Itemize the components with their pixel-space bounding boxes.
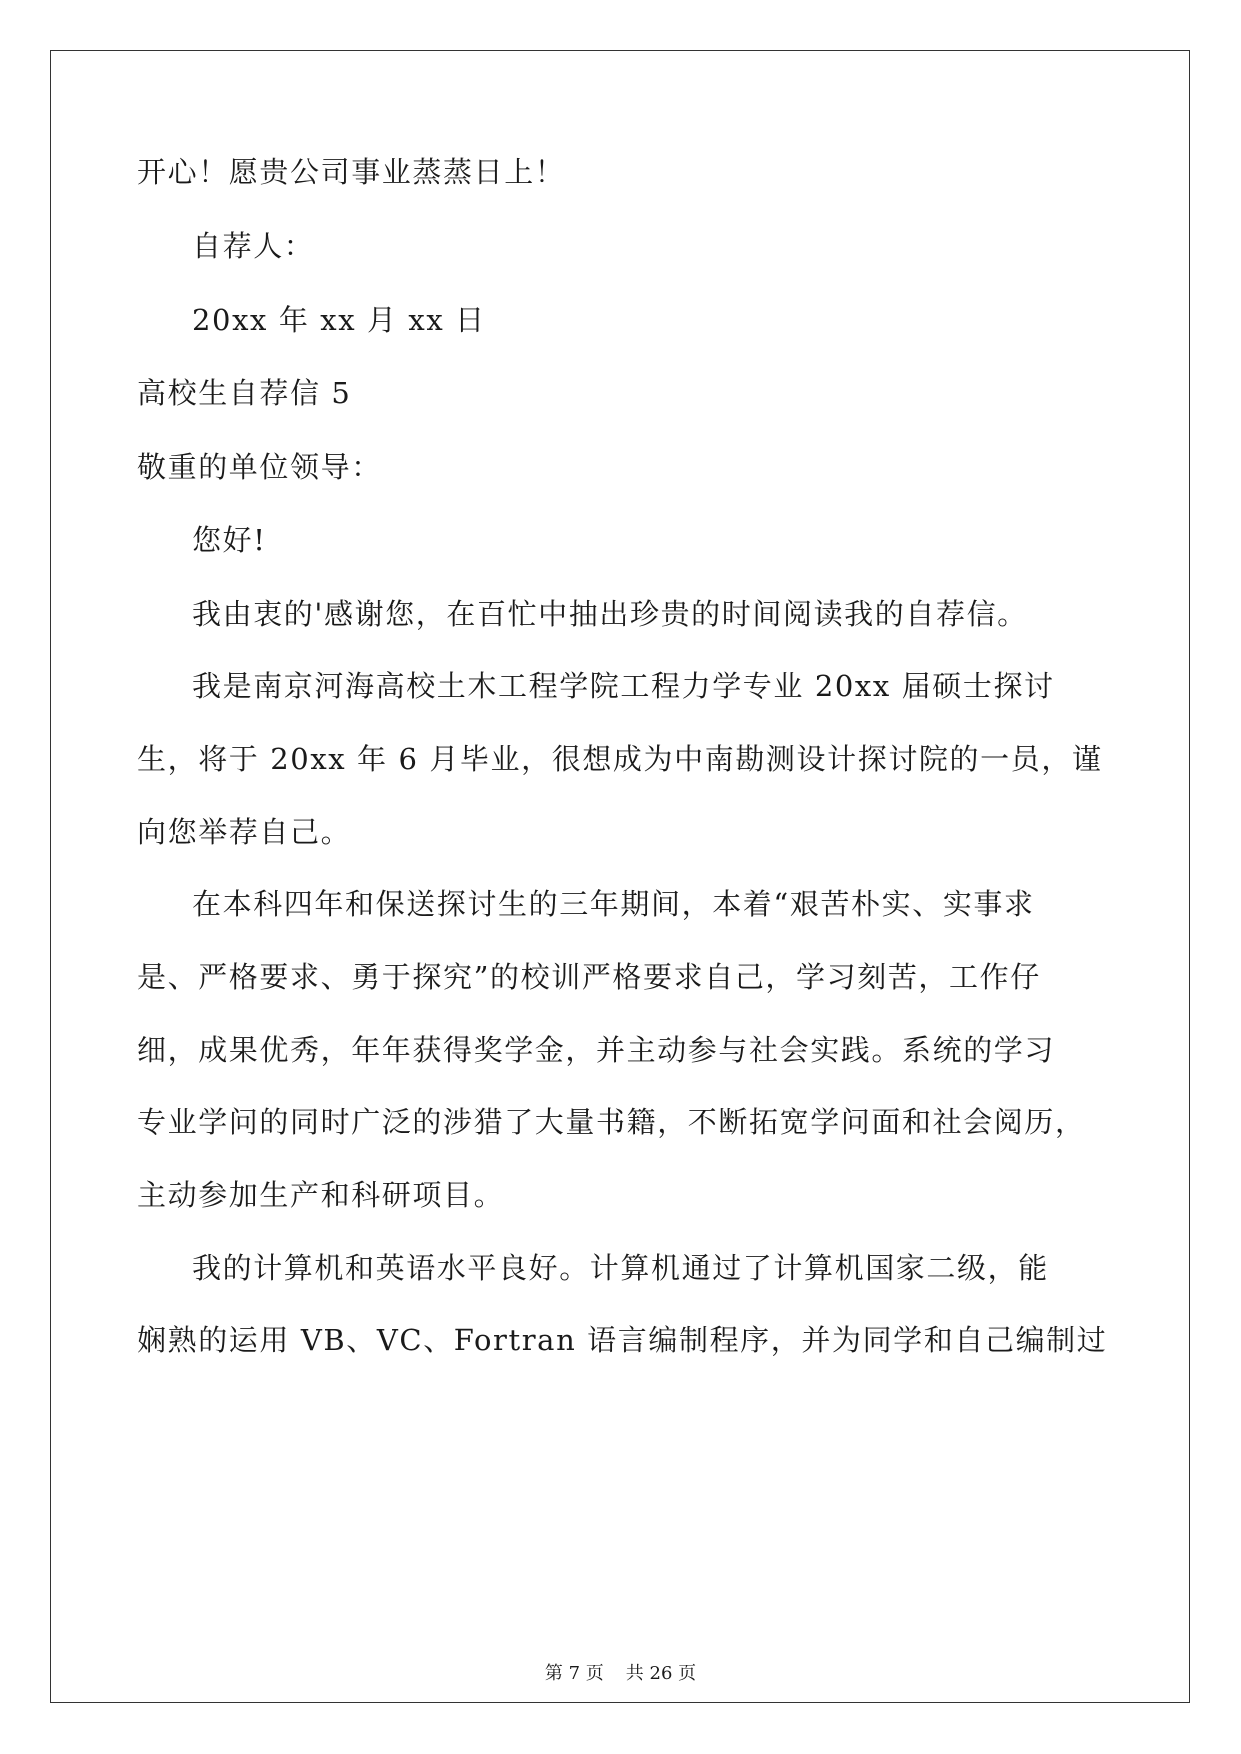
text-line: 娴熟的运用 VB、VC、Fortran 语言编制程序，并为同学和自己编制过 (137, 1323, 1108, 1357)
text-line: 向您举荐自己。 (137, 815, 352, 849)
section-title: 高校生自荐信 5 (137, 376, 352, 410)
page-footer (0, 1663, 1241, 1685)
text-line: 专业学问的同时广泛的涉猎了大量书籍，不断拓宽学问面和社会阅历， (137, 1105, 1086, 1139)
text-line: 我由衷的'感谢您，在百忙中抽出珍贵的时间阅读我的自荐信。 (192, 597, 1028, 631)
text-line: 在本科四年和保送探讨生的三年期间，本着“艰苦朴实、实事求 (192, 887, 1035, 921)
page-border (50, 50, 1190, 1703)
text-line: 细，成果优秀，年年获得奖学金，并主动参与社会实践。系统的学习 (137, 1033, 1056, 1067)
text-line: 生，将于 20xx 年 6 月毕业，很想成为中南勘测设计探讨院的一员，谨 (137, 742, 1103, 776)
text-line: 我是南京河海高校土木工程学院工程力学专业 20xx 届硕士探讨 (192, 669, 1055, 703)
text-line: 主动参加生产和科研项目。 (137, 1178, 505, 1212)
text-line: 我的计算机和英语水平良好。计算机通过了计算机国家二级，能 (192, 1251, 1049, 1285)
signature-label: 自荐人： (192, 229, 315, 263)
text-line: 是、严格要求、勇于探究”的校训严格要求自己，学习刻苦，工作仔 (137, 960, 1041, 994)
text-line: 开心！愿贵公司事业蒸蒸日上！ (137, 155, 566, 189)
page-total: 共 26 页 (625, 1663, 697, 1684)
date-line: 20xx 年 xx 月 xx 日 (192, 303, 486, 337)
page-number: 第 7 页 (544, 1663, 604, 1684)
salutation: 敬重的单位领导： (137, 450, 382, 484)
greeting: 您好! (192, 523, 267, 557)
